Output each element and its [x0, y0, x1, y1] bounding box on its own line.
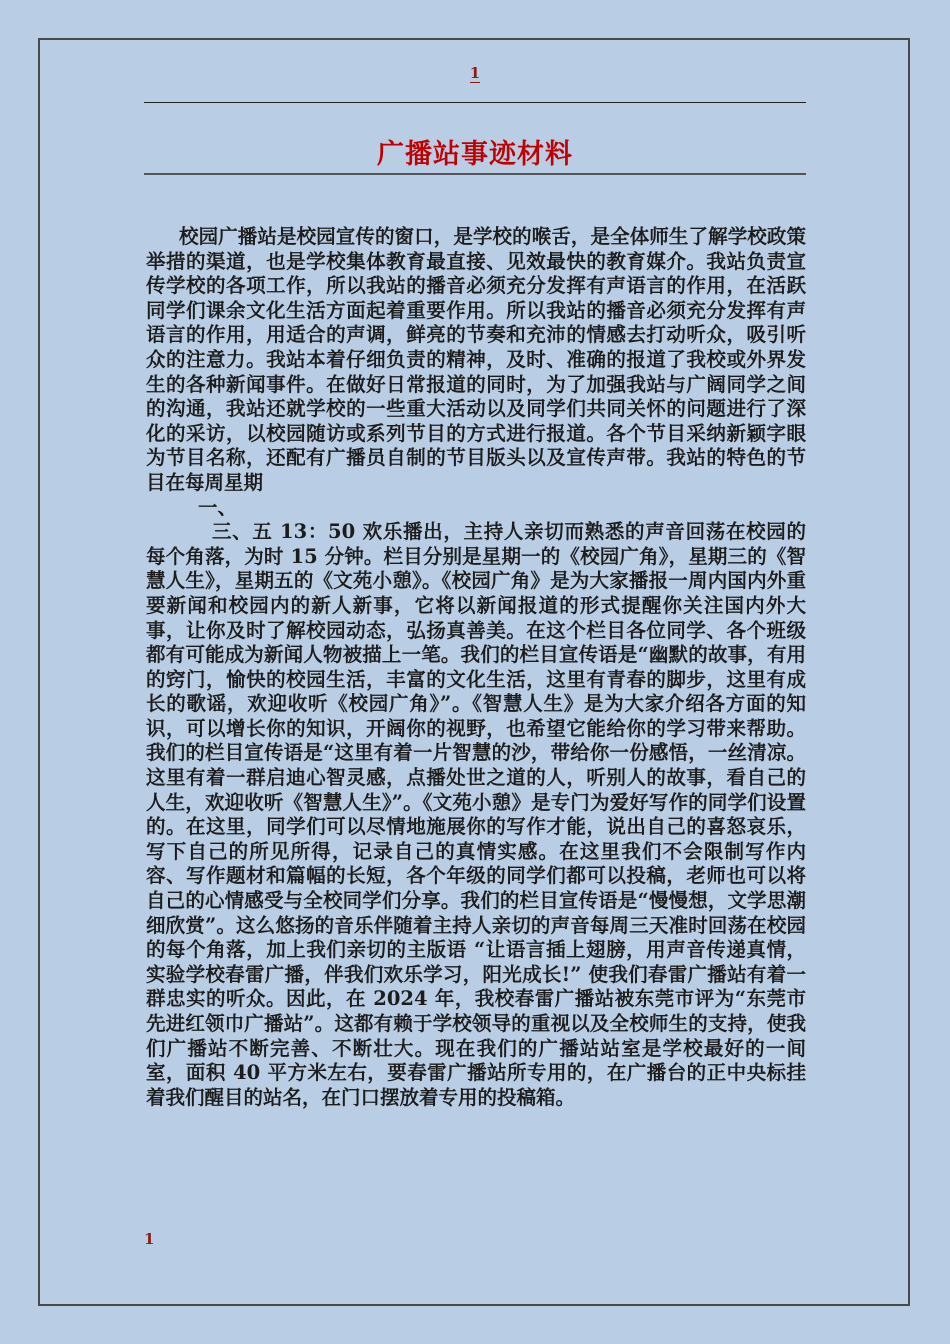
paragraph-item-one: 一、: [198, 495, 238, 519]
paragraph-programs: 三、五 13：50 欢乐播出，主持人亲切而熟悉的声音回荡在校园的每个角落，为时 15 分钟。栏目分别是星期一的《校园广角》，星期三的《智慧人生》，星期五的《文苑小憩》。《校园广角》是为大家播报一周内国内外重要新闻和校园内的新人新事，它将以新闻报道的形式提醒你关注国内外大事，让你及时了解校园动态，弘扬真善美。在这个栏目各位同学、各个班级都有可能成为新闻人物被描上一笔。我们的栏目宣传语是“幽默的故事，有用的窍门，愉快的校园生活，丰富的文化生活，这里有青春的脚步，这里有成长的歌谣，欢迎收听《校园广角》”。《智慧人生》是为大家介绍各方面的知识，可以增长你的知识，开阔你的视野，也希望它能给你的学习带来帮助。我们的栏目宣传语是“这里有着一片智慧的沙，带给你一份感悟，一丝清凉。这里有着一群启迪心智灵感，点播处世之道的人，听别人的故事，看自己的人生，欢迎收听《智慧人生》”。《文苑小憩》是专门为爱好写作的同学们设置的。在这里，同学们可以尽情地施展你的写作才能，说出自己的喜怒哀乐，写下自己的所见所得，记录自己的真情实感。在这里我们不会限制写作内容、写作题材和篇幅的长短，各个年级的同学们都可以投稿，老师也可以将自己的心情感受与全校同学们分享。我们的栏目宣传语是“慢慢想，文学思潮细欣赏”。这么悠扬的音乐伴随着主持人亲切的声音每周三天准时回荡在校园的每个角落，加上我们亲切的主版语 “让语言插上翅膀，用声音传递真情，实验学校春雷广播，伴我们欢乐学习，阳光成长!” 使我们春雷广播站有着一群忠实的听众。因此，在 2024 年，我校春雷广播站被东莞市评为“东莞市先进红领巾广播站”。这都有赖于学校领导的重视以及全校师生的支持，使我们广播站不断完善、不断壮大。现在我们的广播站站室是学校最好的一间室，面积 40 平方米左右，要春雷广播站所专用的，在广播台的正中央标挂着我们醒目的站名，在门口摆放着专用的投稿箱。: [146, 520, 806, 1109]
paragraph-intro: 校园广播站是校园宣传的窗口，是学校的喉舌，是全体师生了解学校政策举措的渠道，也是学校集体教育最直接、见效最快的教育媒介。我站负责宣传学校的各项工作，所以我站的播音必须充分发挥有声语言的作用，在活跃同学们课余文化生活方面起着重要作用。所以我站的播音必须充分发挥有声语言的作用，用适合的声调，鲜亮的节奏和充沛的情感去打动听众，吸引听众的注意力。我站本着仔细负责的精神，及时、准确的报道了我校或外界发生的各种新闻事件。在做好日常报道的同时，为了加强我站与广阔同学之间的沟通，我站还就学校的一些重大活动以及同学们共同关怀的问题进行了深化的采访，以校园随访或系列节目的方式进行报道。各个节目采纳新颖字眼为节目名称，还配有广播员自制的节目版头以及宣传声带。我站的特色的节目在每周星期: [146, 225, 806, 494]
footer-page-number: 1: [144, 1230, 155, 1248]
document-title: 广播站事迹材料: [377, 139, 573, 170]
title-divider: [144, 173, 806, 175]
header-divider: [144, 102, 806, 103]
header-page-number: 1: [469, 64, 481, 82]
document-body: [146, 225, 806, 1110]
